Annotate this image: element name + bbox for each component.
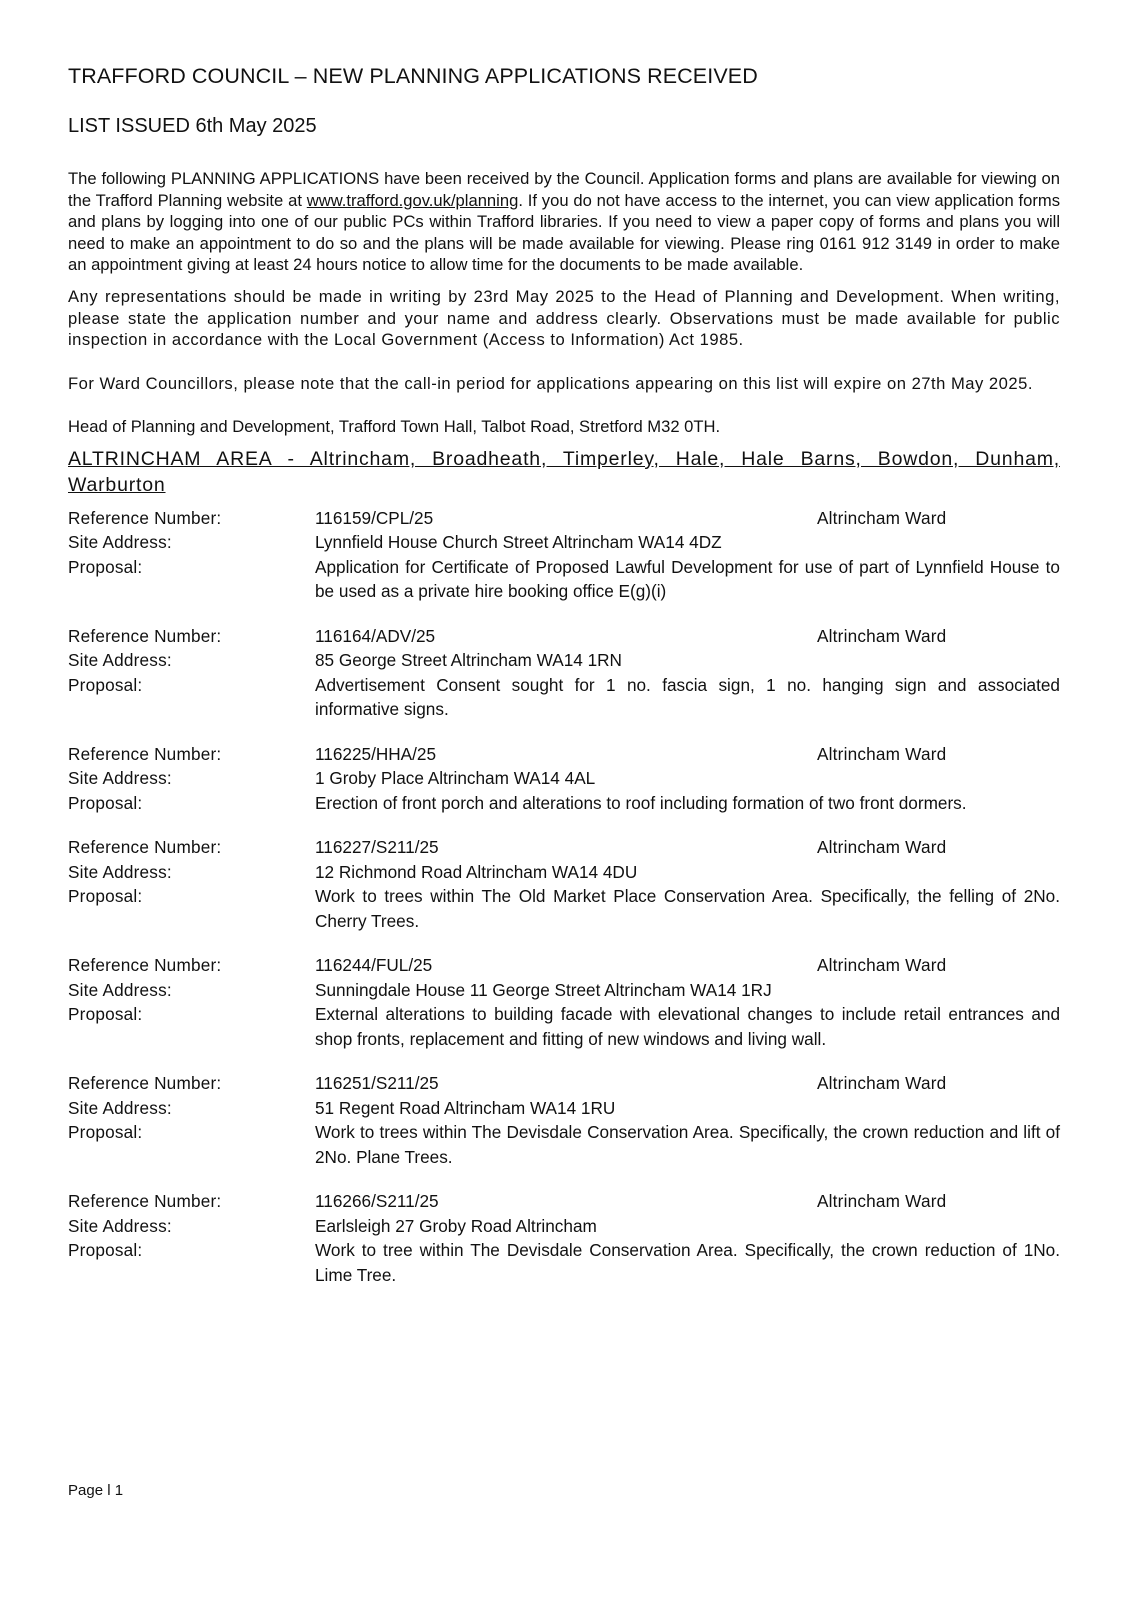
ward-name: Altrincham Ward [817, 955, 947, 976]
reference-row [68, 506, 1060, 531]
ward-name: Altrincham Ward [817, 1191, 947, 1212]
reference-row [68, 742, 1060, 767]
ward-name: Altrincham Ward [817, 837, 947, 858]
proposal-row [68, 1238, 1060, 1287]
reference-number: 116227/S211/25 [315, 837, 439, 858]
reference-label: Reference Number: [68, 1073, 222, 1094]
application-entry [68, 506, 1060, 604]
proposal-text: Work to trees within The Old Market Place Conservation Area. Specifically, the felling of 2No. Cherry Trees. [315, 886, 1060, 931]
site-address: Sunningdale House 11 George Street Altrincham WA14 1RJ [315, 979, 772, 1000]
site-row [68, 530, 1060, 555]
proposal-row [68, 673, 1060, 722]
reference-label: Reference Number: [68, 625, 222, 646]
site-address: 51 Regent Road Altrincham WA14 1RU [315, 1097, 616, 1118]
proposal-label: Proposal: [68, 1240, 143, 1261]
site-address: 85 George Street Altrincham WA14 1RN [315, 650, 622, 671]
proposal-label: Proposal: [68, 792, 143, 813]
reference-number: 116164/ADV/25 [315, 625, 436, 646]
ward-name: Altrincham Ward [817, 743, 947, 764]
application-entry [68, 835, 1060, 933]
reference-number: 116225/HHA/25 [315, 743, 437, 764]
reference-row [68, 1071, 1060, 1096]
application-entry [68, 953, 1060, 1051]
site-address: Earlsleigh 27 Groby Road Altrincham [315, 1215, 597, 1236]
proposal-label: Proposal: [68, 1004, 143, 1025]
proposal-text: Erection of front porch and alterations to roof including formation of two front dormers. [315, 792, 967, 813]
proposal-text: Application for Certificate of Proposed Lawful Development for use of part of Lynnfield House to be used as a private hire booking office E(g)(i) [315, 556, 1060, 602]
site-label: Site Address: [68, 861, 172, 882]
proposal-label: Proposal: [68, 886, 143, 907]
site-label: Site Address: [68, 650, 172, 671]
site-label: Site Address: [68, 1097, 172, 1118]
site-address: 12 Richmond Road Altrincham WA14 4DU [315, 861, 638, 882]
reference-number: 116266/S211/25 [315, 1191, 439, 1212]
site-label: Site Address: [68, 768, 172, 789]
proposal-text: Work to tree within The Devisdale Conservation Area. Specifically, the crown reduction of 1No. Lime Tree. [315, 1240, 1060, 1285]
page-number: Page l 1 [68, 1482, 124, 1499]
ward-name: Altrincham Ward [817, 625, 947, 646]
reference-number: 116244/FUL/25 [315, 955, 433, 976]
ward-name: Altrincham Ward [817, 1073, 947, 1094]
application-entry [68, 624, 1060, 722]
reference-number: 116251/S211/25 [315, 1073, 439, 1094]
list-issued-date: LIST ISSUED 6th May 2025 [68, 115, 317, 137]
proposal-row [68, 791, 1060, 816]
representations-paragraph: Any representations should be made in writing by 23rd May 2025 to the Head of Planning and Development. When writing, please state the application number and your name and address clearly. Observations must be made available for public inspection in accordance with the Local Government (Access to Information) Act 1985. [68, 286, 1060, 350]
proposal-row [68, 555, 1060, 604]
proposal-label: Proposal: [68, 556, 143, 577]
area-heading: ALTRINCHAM AREA - Altrincham, Broadheath, Timperley, Hale, Hale Barns, Bowdon, Dunham, Warburton [68, 447, 1060, 496]
site-row [68, 1214, 1060, 1239]
reference-row [68, 835, 1060, 860]
site-row [68, 1096, 1060, 1121]
intro-paragraph [68, 168, 1060, 276]
reference-row [68, 624, 1060, 649]
site-label: Site Address: [68, 532, 172, 553]
document-title: TRAFFORD COUNCIL – NEW PLANNING APPLICATIONS RECEIVED [68, 64, 758, 88]
proposal-label: Proposal: [68, 674, 143, 695]
planning-website-link[interactable]: www.trafford.gov.uk/planning [306, 190, 519, 210]
applications-list [68, 506, 1060, 1288]
reference-number: 116159/CPL/25 [315, 507, 434, 528]
document-page [68, 64, 1060, 1307]
application-entry [68, 1189, 1060, 1287]
site-row [68, 860, 1060, 885]
reference-label: Reference Number: [68, 507, 222, 528]
proposal-text: External alterations to building facade with elevational changes to include retail entrances and shop fronts, replacement and fitting of new windows and living wall. [315, 1004, 1060, 1049]
reference-label: Reference Number: [68, 743, 222, 764]
application-entry [68, 742, 1060, 816]
application-entry [68, 1071, 1060, 1169]
site-row [68, 766, 1060, 791]
site-label: Site Address: [68, 979, 172, 1000]
proposal-label: Proposal: [68, 1122, 143, 1143]
call-in-paragraph: For Ward Councillors, please note that the call-in period for applications appearing on this list will expire on 27th May 2025. [68, 373, 1033, 393]
reference-label: Reference Number: [68, 955, 222, 976]
ward-name: Altrincham Ward [817, 507, 947, 528]
reference-row [68, 1189, 1060, 1214]
head-of-planning-address: Head of Planning and Development, Trafford Town Hall, Talbot Road, Stretford M32 0TH. [68, 417, 721, 437]
site-label: Site Address: [68, 1215, 172, 1236]
proposal-row [68, 1120, 1060, 1169]
reference-label: Reference Number: [68, 1191, 222, 1212]
reference-label: Reference Number: [68, 837, 222, 858]
site-row [68, 978, 1060, 1003]
intro-text-start: The following PLANNING APPLICATIONS have been received by the Council. Application forms and plans are available for viewing on the Trafford Planning website at [68, 169, 1060, 210]
reference-row [68, 953, 1060, 978]
proposal-row [68, 1002, 1060, 1051]
proposal-row [68, 884, 1060, 933]
site-address: 1 Groby Place Altrincham WA14 4AL [315, 768, 596, 789]
intro-text-end: . If you do not have access to the internet, you can view application forms and plans by logging into one of our public PCs within Trafford libraries. If you need to view a paper copy of forms and plans you will need to make an appointment to do so and the plans will be made available for viewing. Please ring 0161 912 3149 in order to make an appointment giving at least 24 hours notice to allow time for the documents to be made available. [68, 190, 1060, 275]
site-row [68, 648, 1060, 673]
proposal-text: Work to trees within The Devisdale Conservation Area. Specifically, the crown reduction and lift of 2No. Plane Trees. [315, 1122, 1060, 1167]
site-address: Lynnfield House Church Street Altrincham WA14 4DZ [315, 532, 722, 553]
proposal-text: Advertisement Consent sought for 1 no. fascia sign, 1 no. hanging sign and associated informative signs. [315, 674, 1060, 720]
